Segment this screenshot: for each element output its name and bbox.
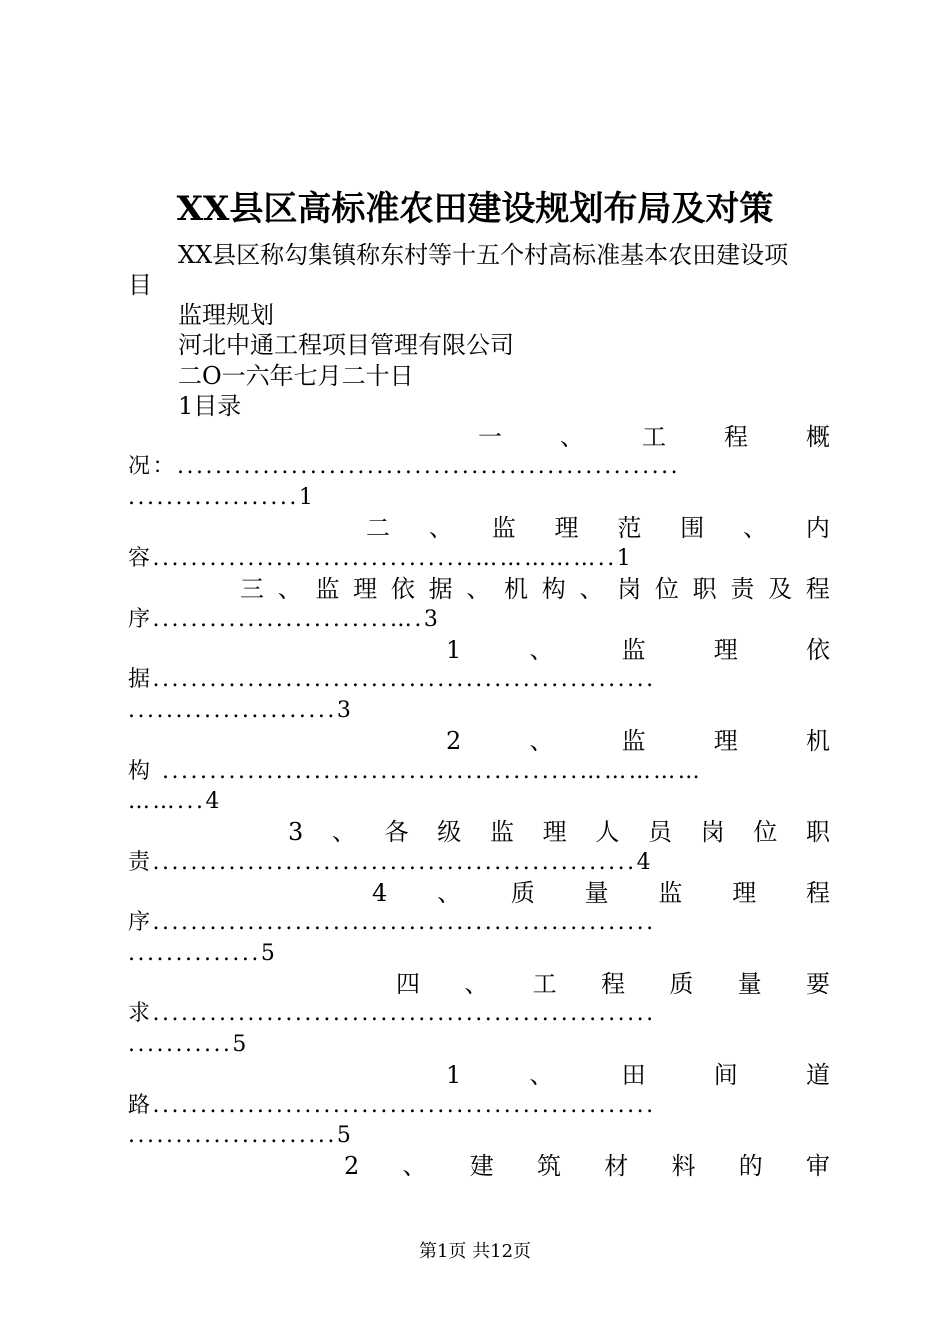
toc-char: 员 bbox=[647, 818, 672, 846]
page-footer: 第1页 共12页 bbox=[418, 1241, 532, 1262]
toc-entry-leader: 求..................................................... bbox=[128, 1001, 656, 1026]
toc-entry-leader: 序.........................….3 bbox=[128, 607, 441, 632]
toc-char: 二 bbox=[366, 514, 390, 542]
intro-line: 二O一六年七月二十日 bbox=[178, 362, 414, 390]
toc-char: 监 bbox=[658, 879, 683, 907]
toc-char: 、 bbox=[560, 423, 584, 451]
toc-char: 间 bbox=[713, 1061, 738, 1089]
toc-char: 岗 bbox=[617, 575, 642, 603]
toc-char: 一 bbox=[478, 423, 502, 451]
toc-char: 监 bbox=[491, 514, 516, 542]
toc-entry-head bbox=[372, 878, 830, 908]
toc-entry-head bbox=[240, 574, 830, 604]
toc-char: 建 bbox=[469, 1152, 494, 1180]
toc-char: 工 bbox=[642, 423, 666, 451]
toc-entry-head bbox=[366, 513, 830, 543]
toc-char: 要 bbox=[805, 970, 830, 998]
toc-char: 道 bbox=[805, 1061, 830, 1089]
toc-char: 监 bbox=[315, 575, 340, 603]
toc-entry-head bbox=[478, 422, 830, 452]
toc-char: 、 bbox=[402, 1152, 427, 1180]
toc-entry-leader: 责...................................................4 bbox=[128, 850, 654, 875]
toc-char: 理 bbox=[732, 879, 757, 907]
toc-char: 、 bbox=[428, 514, 453, 542]
page-title: XX县区高标准农田建设规划布局及对策 bbox=[176, 189, 774, 229]
toc-entry-page: ..................1 bbox=[128, 485, 316, 510]
toc-entry-head bbox=[446, 635, 830, 665]
toc-char: 、 bbox=[529, 1061, 554, 1089]
toc-char: 位 bbox=[654, 575, 679, 603]
intro-line-wrap: 目 bbox=[128, 271, 152, 299]
toc-entry-head bbox=[344, 1151, 830, 1181]
toc-entry-leader: 况：..................................................... bbox=[128, 454, 681, 479]
toc-char: 田 bbox=[621, 1061, 646, 1089]
toc-char: 概 bbox=[806, 423, 830, 451]
toc-char: 量 bbox=[737, 970, 762, 998]
toc-char: 料 bbox=[671, 1152, 696, 1180]
toc-char: 岗 bbox=[700, 818, 725, 846]
toc-char: 监 bbox=[621, 727, 646, 755]
toc-entry-page: ......................5 bbox=[128, 1123, 354, 1148]
toc-char: 2 bbox=[344, 1152, 360, 1180]
toc-char: 1 bbox=[446, 1061, 462, 1089]
toc-entry-head bbox=[396, 969, 830, 999]
toc-entry-head bbox=[288, 817, 830, 847]
toc-char: 、 bbox=[437, 879, 462, 907]
toc-entry-leader: 容..................................……………..1 bbox=[128, 546, 634, 571]
toc-char: 程 bbox=[724, 423, 748, 451]
toc-entry-page: ......................3 bbox=[128, 698, 354, 723]
toc-char: 理 bbox=[542, 818, 567, 846]
toc-entry-page: ..............5 bbox=[128, 941, 278, 966]
toc-entry-head bbox=[446, 1060, 830, 1090]
toc-char: 工 bbox=[532, 970, 557, 998]
toc-char: 监 bbox=[489, 818, 514, 846]
toc-char: 据 bbox=[428, 575, 453, 603]
toc-char: 质 bbox=[669, 970, 694, 998]
toc-char: 理 bbox=[713, 636, 738, 664]
toc-entry-leader: 序..................................................... bbox=[128, 910, 656, 935]
toc-char: 量 bbox=[584, 879, 609, 907]
toc-char: 、 bbox=[529, 727, 554, 755]
toc-char: 理 bbox=[554, 514, 579, 542]
intro-line: 监理规划 bbox=[178, 301, 274, 329]
toc-char: 审 bbox=[805, 1152, 830, 1180]
toc-char: 职 bbox=[692, 575, 717, 603]
toc-char: 3 bbox=[288, 818, 304, 846]
toc-char: 构 bbox=[541, 575, 566, 603]
toc-char: 职 bbox=[806, 818, 830, 846]
toc-char: 级 bbox=[437, 818, 462, 846]
toc-char: 理 bbox=[353, 575, 378, 603]
toc-char: 程 bbox=[805, 575, 830, 603]
toc-heading: 1目录 bbox=[178, 392, 242, 420]
toc-char: 的 bbox=[738, 1152, 763, 1180]
toc-char: 机 bbox=[805, 727, 830, 755]
toc-char: 、 bbox=[331, 818, 356, 846]
toc-char: 程 bbox=[805, 879, 830, 907]
toc-char: 各 bbox=[384, 818, 409, 846]
toc-entry-page: ……...4 bbox=[128, 789, 222, 814]
intro-line: XX县区称勾集镇称东村等十五个村高标准基本农田建设项 bbox=[178, 241, 789, 269]
toc-entry-leader: 路..................................................... bbox=[128, 1093, 656, 1118]
toc-char: 、 bbox=[579, 575, 604, 603]
toc-entry-leader: 构 ............................................…………… bbox=[128, 759, 703, 784]
toc-char: 2 bbox=[446, 727, 462, 755]
toc-char: 机 bbox=[504, 575, 529, 603]
toc-entry-leader: 据..................................................... bbox=[128, 667, 656, 692]
toc-char: 4 bbox=[372, 879, 388, 907]
toc-char: 监 bbox=[621, 636, 646, 664]
toc-char: 、 bbox=[464, 970, 489, 998]
toc-char: 依 bbox=[805, 636, 830, 664]
toc-char: 程 bbox=[600, 970, 625, 998]
toc-char: 三 bbox=[240, 575, 264, 603]
toc-entry-head bbox=[446, 726, 830, 756]
toc-char: 内 bbox=[805, 514, 830, 542]
toc-entry-page: ...........5 bbox=[128, 1032, 249, 1057]
toc-char: 四 bbox=[396, 970, 420, 998]
toc-char: 责 bbox=[730, 575, 755, 603]
toc-char: 依 bbox=[390, 575, 415, 603]
toc-char: 、 bbox=[743, 514, 768, 542]
toc-char: 理 bbox=[713, 727, 738, 755]
toc-char: 位 bbox=[753, 818, 778, 846]
toc-char: 质 bbox=[510, 879, 535, 907]
toc-char: 材 bbox=[604, 1152, 629, 1180]
toc-char: 1 bbox=[446, 636, 462, 664]
toc-char: 围 bbox=[680, 514, 705, 542]
toc-char: 人 bbox=[595, 818, 620, 846]
toc-char: 筑 bbox=[536, 1152, 561, 1180]
toc-char: 及 bbox=[768, 575, 793, 603]
intro-line: 河北中通工程项目管理有限公司 bbox=[178, 331, 514, 359]
toc-char: 、 bbox=[277, 575, 302, 603]
toc-char: 范 bbox=[617, 514, 642, 542]
toc-char: 、 bbox=[529, 636, 554, 664]
toc-char: 、 bbox=[466, 575, 491, 603]
